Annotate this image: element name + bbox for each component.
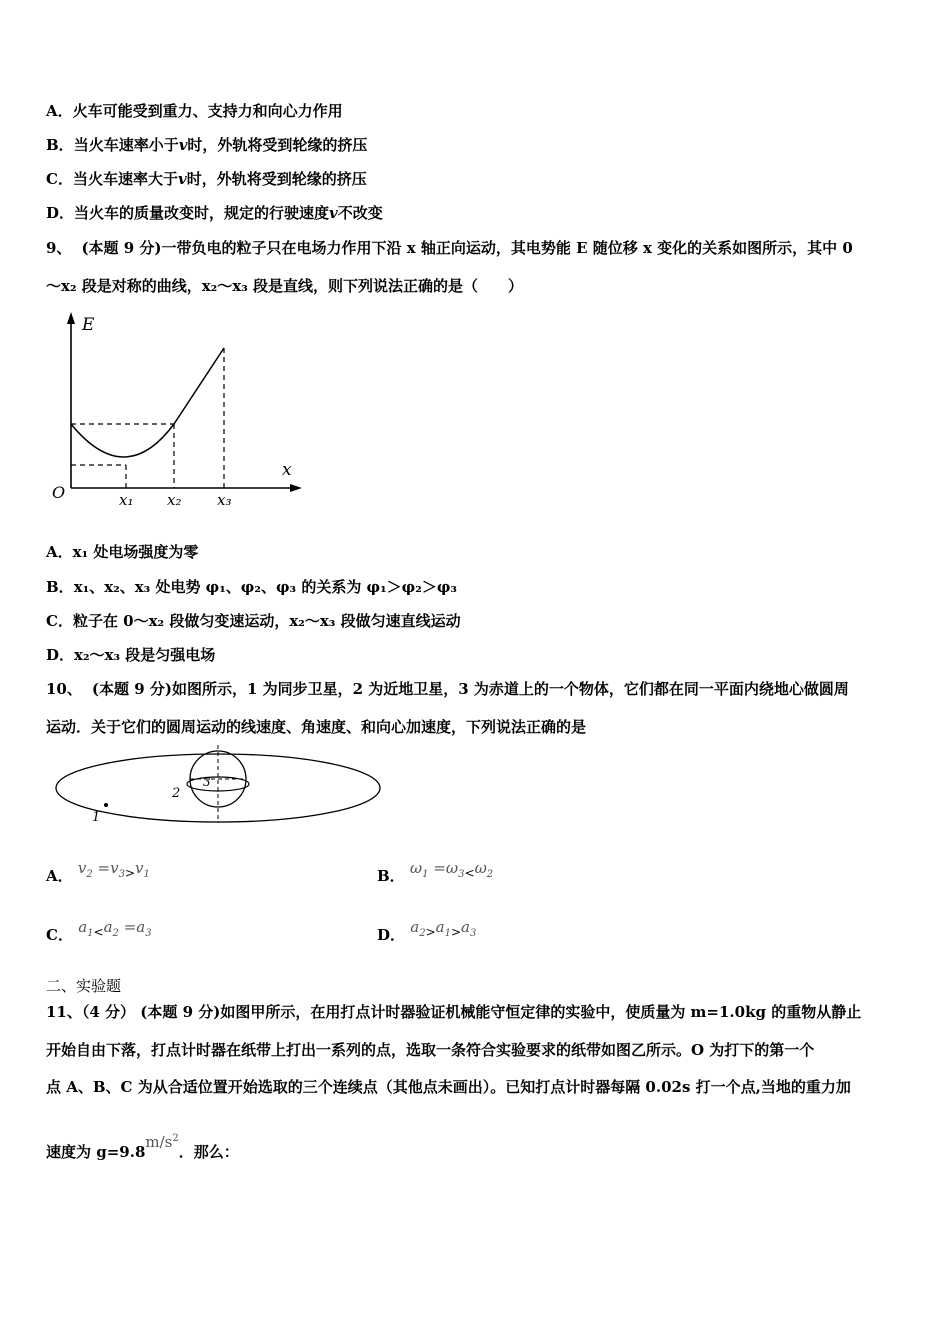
unit-text: m/s [145,1133,173,1151]
q11-stem-line2: 开始自由下落，打点计时器在纸带上打出一系列的点，选取一条符合实验要求的纸带如图乙所示。O 为打下的第一个 [46,1041,815,1059]
subscript: 1 [422,869,429,880]
subscript: 2 [419,928,426,939]
q10-stem-line2 [46,717,586,737]
q8-option-c [46,169,367,189]
option-letter: B． [46,136,74,154]
label-3: 3 [203,775,211,789]
q11-gravity-text: 速度为 g=9.8 [46,1143,146,1161]
symbol: v [135,859,144,877]
curve-segment [71,424,174,457]
q9-stem-line2 [46,276,523,296]
energy-displacement-graph [46,310,316,515]
relation: = [123,918,137,936]
subscript: 2 [86,869,93,880]
symbol: v [110,859,119,877]
q8-option-b-text-1: 当火车速率小于 [73,136,179,154]
unit-exponent: 2 [172,1133,179,1144]
line-segment [174,348,224,424]
q8-option-a [46,101,343,121]
option-letter: B． [377,867,405,885]
q11-tail-text: ．那么： [178,1143,239,1161]
q8-option-d-text-1: 当火车的质量改变时，规定的行驶速度 [74,204,330,222]
relation: > [124,866,136,880]
q9-option-a [46,542,198,562]
satellite-1-dot [104,803,108,807]
symbol: ω [474,859,487,877]
option-letter: C． [46,170,73,188]
q10-option-d [377,918,477,952]
q8-option-c-text-1: 当火车速率大于 [72,170,178,188]
q11-stem-line3: 点 A、B、C 为从合适位置开始选取的三个连续点（其他点未画出）。已知打点计时器每隔 0.02s 打一个点,当地的重力加 [46,1078,851,1096]
relation: > [425,925,436,939]
q9-option-d [46,645,215,665]
subscript: 1 [87,928,94,939]
option-letter: A． [46,543,73,561]
subscript: 1 [444,928,451,939]
symbol: a [103,918,113,936]
option-letter: D． [46,646,75,664]
symbol: a [136,918,146,936]
q10-option-a [46,859,150,893]
q8-option-b [46,135,367,155]
q8-option-a-text: 火车可能受到重力、支持力和向心力作用 [72,102,343,120]
section-heading: 二、实验题 [46,977,122,995]
q10-stem-line1 [46,679,849,699]
symbol: ω [409,859,423,877]
option-letter: C． [46,926,73,944]
q9-option-d-text: x₂～x₃ 段是匀强电场 [74,646,216,664]
option-letter: A． [46,102,73,120]
q8-option-d [46,203,383,223]
symbol: a [410,918,420,936]
math-expression-b [409,859,494,880]
variable-v: v [177,170,187,188]
relation: > [450,925,462,939]
subscript: 3 [118,869,125,880]
symbol: a [435,918,445,936]
y-axis-label: E [82,315,95,335]
unit [145,1133,178,1151]
relation: < [464,866,475,880]
subscript: 3 [145,928,152,939]
q10-stem-text-2: 运动．关于它们的圆周运动的线速度、角速度、和向心加速度，下列说法正确的是 [46,718,587,736]
math-expression-d [410,918,477,939]
symbol: a [78,918,88,936]
math-expression-a [77,859,150,880]
relation: = [433,859,446,877]
symbol: v [77,859,87,877]
relation: = [97,859,111,877]
question-number: 9、 [46,239,72,257]
label-1: 1 [92,810,101,825]
subscript: 2 [486,869,494,880]
option-letter: C． [46,612,73,630]
subscript: 3 [469,928,477,939]
option-letter: A． [46,867,73,885]
math-expression-c [78,918,152,939]
q10-option-c [46,918,152,952]
relation: < [93,925,104,939]
q9-option-a-text: x₁ 处电场强度为零 [72,543,199,561]
satellite-orbit-diagram [46,743,391,835]
tick-label-x1: x₁ [119,491,134,509]
option-letter: D． [377,926,406,944]
q9-option-c-text: 粒子在 0～x₂ 段做匀变速运动，x₂～x₃ 段做匀速直线运动 [72,612,461,630]
q10-stem-text-1: (本题 9 分)如图所示，1 为同步卫星，2 为近地卫星，3 为赤道上的一个物体，它们都在同一平面内绕地心做圆周 [91,680,849,698]
q9-stem-text-1: (本题 9 分)一带负电的粒子只在电场力作用下沿 x 轴正向运动，其电势能 E 随位移 x 变化的关系如图所示，其中 0 [81,239,853,257]
q9-stem-text-2: ～x₂ 段是对称的曲线，x₂～x₃ 段是直线，则下列说法正确的是（ ） [46,277,523,295]
symbol: ω [445,859,459,877]
q9-option-c [46,611,461,631]
label-2: 2 [172,786,181,801]
q8-option-c-text-2: 时，外轨将受到轮缘的挤压 [186,170,367,188]
q9-option-b [46,577,457,597]
option-letter: D． [46,204,75,222]
subscript: 2 [112,928,119,939]
variable-v: v [178,136,188,154]
tick-label-x3: x₃ [217,491,232,509]
q9-stem-line1 [46,238,853,258]
origin-label: O [52,483,66,502]
symbol: a [461,918,470,936]
question-number: 10、 [46,680,82,698]
subscript: 1 [143,869,150,880]
q8-option-d-text-2: 不改变 [337,204,383,222]
tick-label-x2: x₂ [167,491,182,509]
y-axis-arrow [67,312,75,324]
q11-stem-line1: 11、（4 分） (本题 9 分)如图甲所示，在用打点计时器验证机械能守恒定律的实验中，使质量为 m=1.0kg 的重物从静止 [46,1003,862,1021]
subscript: 3 [458,869,465,880]
q9-option-b-text: x₁、x₂、x₃ 处电势 φ₁、φ₂、φ₃ 的关系为 φ₁＞φ₂＞φ₃ [73,578,457,596]
option-letter: B． [46,578,74,596]
q10-option-b [377,859,494,893]
variable-v: v [329,204,338,222]
q11-stem-line4 [46,1133,239,1162]
x-axis-arrow [290,484,302,492]
x-axis-label: x [282,460,292,480]
q8-option-b-text-2: 时，外轨将受到轮缘的挤压 [187,136,368,154]
